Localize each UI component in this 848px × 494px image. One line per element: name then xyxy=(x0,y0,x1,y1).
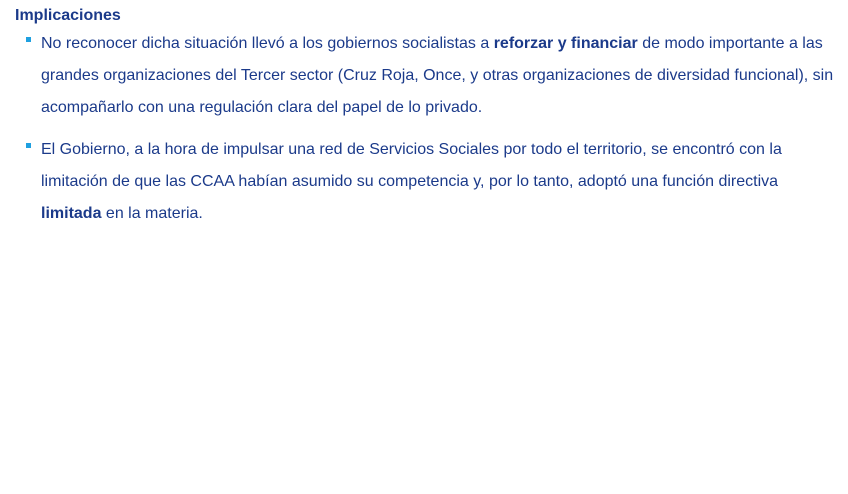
square-bullet-icon xyxy=(26,143,31,148)
bullet-item xyxy=(24,134,842,230)
bullet-list xyxy=(24,28,842,240)
bullet-text-after: de modo importante a las grandes organizaciones del Tercer sector (Cruz Roja, Once, y otras organizaciones de diversidad funcional), sin acompañarlo con una regulación clara del papel de lo privado. xyxy=(41,35,834,116)
bullet-text-before: El Gobierno, a la hora de impulsar una red de Servicios Sociales por todo el territorio, se encontró con la limitación de que las CCAA habían asumido su competencia y, por lo tanto, adoptó una función directiva xyxy=(41,141,782,190)
bullet-text-after: en la materia. xyxy=(101,205,203,222)
bullet-emphasis: reforzar y financiar xyxy=(493,35,638,52)
square-bullet-icon xyxy=(26,37,31,42)
section-heading: Implicaciones xyxy=(15,7,121,24)
bullet-item xyxy=(24,28,842,124)
bullet-text-before: No reconocer dicha situación llevó a los gobiernos socialistas a xyxy=(41,35,494,52)
bullet-emphasis: limitada xyxy=(41,205,102,222)
